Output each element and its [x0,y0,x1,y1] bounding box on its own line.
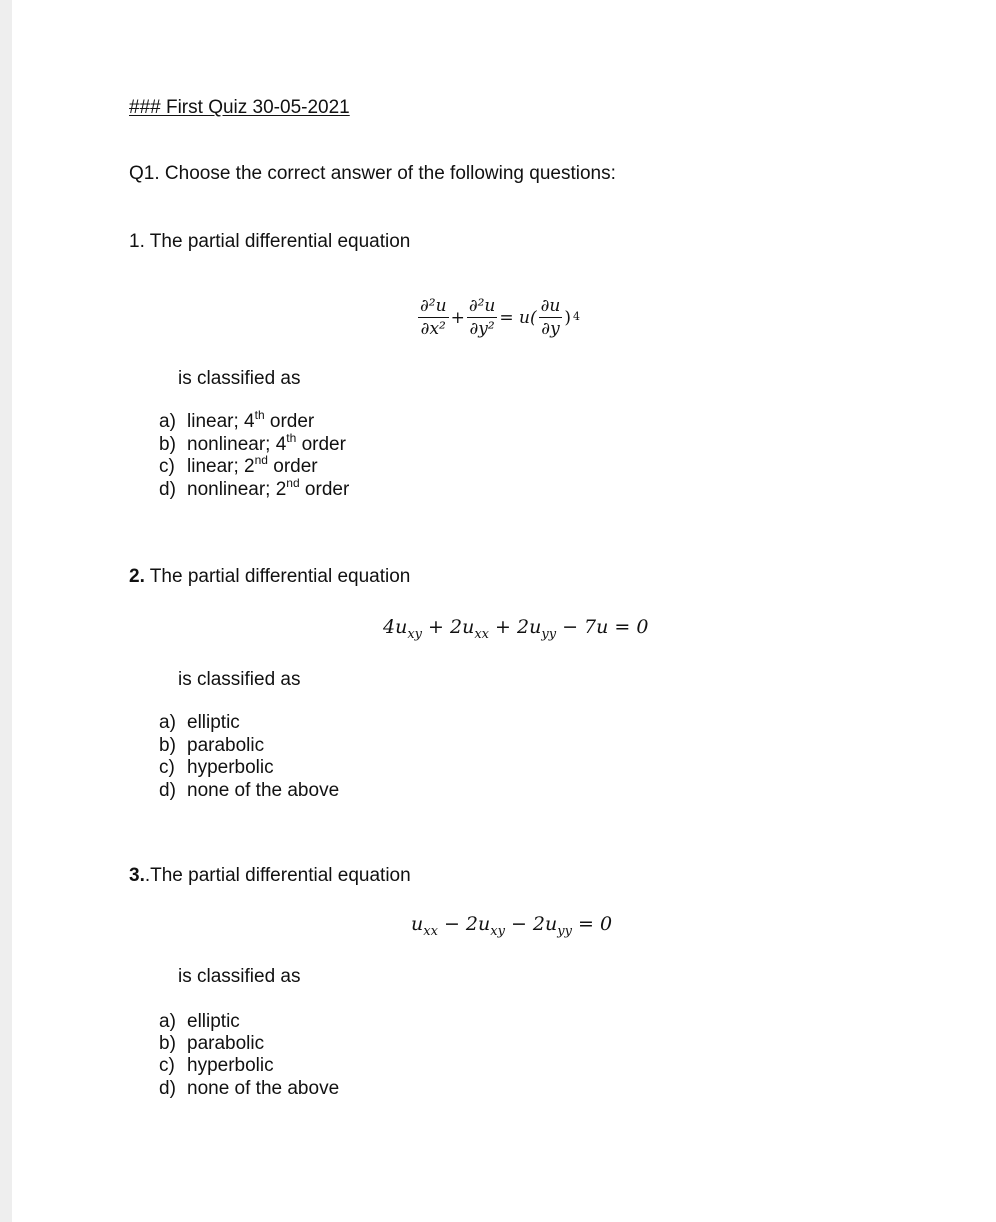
option-superscript: th [254,408,265,422]
question-2-number: 2. [129,566,145,587]
option-text: none of the above [187,780,340,801]
eq2-sub-2: xx [474,627,490,642]
option-tail: order [264,411,315,432]
eq1-equals: = u( [499,307,537,328]
option-text: parabolic [187,1033,265,1054]
eq1-frac2-denominator: ∂y² [469,319,495,339]
eq2-term-2: + 2u [422,616,475,638]
q2-option-c[interactable] [159,757,274,779]
q3-option-b[interactable] [159,1033,264,1055]
question-3-prompt [129,865,411,887]
eq1-power: 4 [573,310,580,323]
eq1-fraction-2 [467,296,498,339]
eq1-frac3-denominator: ∂y [541,319,560,339]
quiz-title: ### First Quiz 30-05-2021 [129,97,350,118]
question-3-number: 3. [129,865,145,886]
option-letter: a) [159,712,176,733]
option-letter: c) [159,1055,175,1076]
question-2-classified: is classified as [178,669,301,690]
option-letter: b) [159,735,176,756]
option-text: nonlinear; 4 [187,434,287,455]
option-letter: c) [159,757,175,778]
eq2-sub-3: yy [541,627,557,642]
eq1-plus: + [450,307,465,328]
question-1-classified: is classified as [178,368,301,389]
q1-option-d[interactable] [159,476,350,501]
question-2-prompt [129,566,410,588]
option-superscript: nd [286,476,300,490]
q2-option-a[interactable] [159,712,240,734]
fraction-bar [467,317,498,318]
option-text: hyperbolic [187,757,274,778]
eq2-term-1: 4u [383,616,408,638]
q1-option-b[interactable] [159,431,346,456]
option-text: none of the above [187,1078,340,1099]
option-text: elliptic [187,712,240,733]
eq3-term-3: − 2u [504,913,558,935]
eq1-fraction-3 [539,296,563,339]
question-1-prompt [129,231,410,253]
option-letter: d) [159,1078,176,1099]
eq3-sub-1: xx [423,924,438,939]
instruction-text: Q1. Choose the correct answer of the following questions: [129,163,616,184]
eq3-term-1: u [411,913,424,935]
fraction-bar [418,317,449,318]
option-letter: b) [159,434,176,455]
option-tail: order [299,479,350,500]
eq2-sub-1: xy [407,627,423,642]
option-text: elliptic [187,1011,240,1032]
eq3-term-2: − 2u [437,913,491,935]
equation-2 [383,616,649,642]
eq1-frac1-denominator: ∂x² [420,319,446,339]
option-text: linear; 4 [187,411,255,432]
option-letter: d) [159,780,176,801]
option-letter: a) [159,1011,176,1032]
question-1-text: The partial differential equation [149,231,411,252]
option-superscript: nd [254,453,268,467]
eq1-frac1-numerator: ∂²u [420,296,447,316]
option-text: parabolic [187,735,265,756]
eq1-frac2-numerator: ∂²u [468,296,496,316]
eq3-sub-3: yy [557,924,572,939]
q3-option-a[interactable] [159,1011,240,1033]
option-letter: c) [159,456,175,477]
q2-option-b[interactable] [159,735,264,757]
eq3-sub-2: xy [490,924,505,939]
option-letter: a) [159,411,176,432]
option-letter: d) [159,479,176,500]
eq2-term-4: − 7u = 0 [556,616,649,638]
option-text: nonlinear; 2 [187,479,287,500]
q3-option-d[interactable] [159,1078,339,1100]
option-letter: b) [159,1033,176,1054]
fraction-bar [539,317,563,318]
q2-option-d[interactable] [159,780,339,802]
equation-3 [411,913,613,939]
q1-option-c[interactable] [159,453,318,478]
eq1-close-paren: ) [564,307,571,328]
eq3-term-4: = 0 [571,913,613,935]
question-3-classified: is classified as [178,966,301,987]
option-tail: order [267,456,318,477]
option-text: hyperbolic [187,1055,274,1076]
eq1-frac3-numerator: ∂u [540,296,561,316]
q1-option-a[interactable] [159,408,315,433]
q3-option-c[interactable] [159,1055,274,1077]
question-1-number: 1. [129,231,145,252]
question-3-text: .The partial differential equation [144,865,411,886]
eq2-term-3: + 2u [489,616,542,638]
option-text: linear; 2 [187,456,255,477]
equation-1 [418,296,580,348]
option-tail: order [296,434,346,455]
question-2-text: The partial differential equation [144,566,411,587]
eq1-fraction-1 [418,296,449,339]
option-superscript: th [286,431,297,445]
